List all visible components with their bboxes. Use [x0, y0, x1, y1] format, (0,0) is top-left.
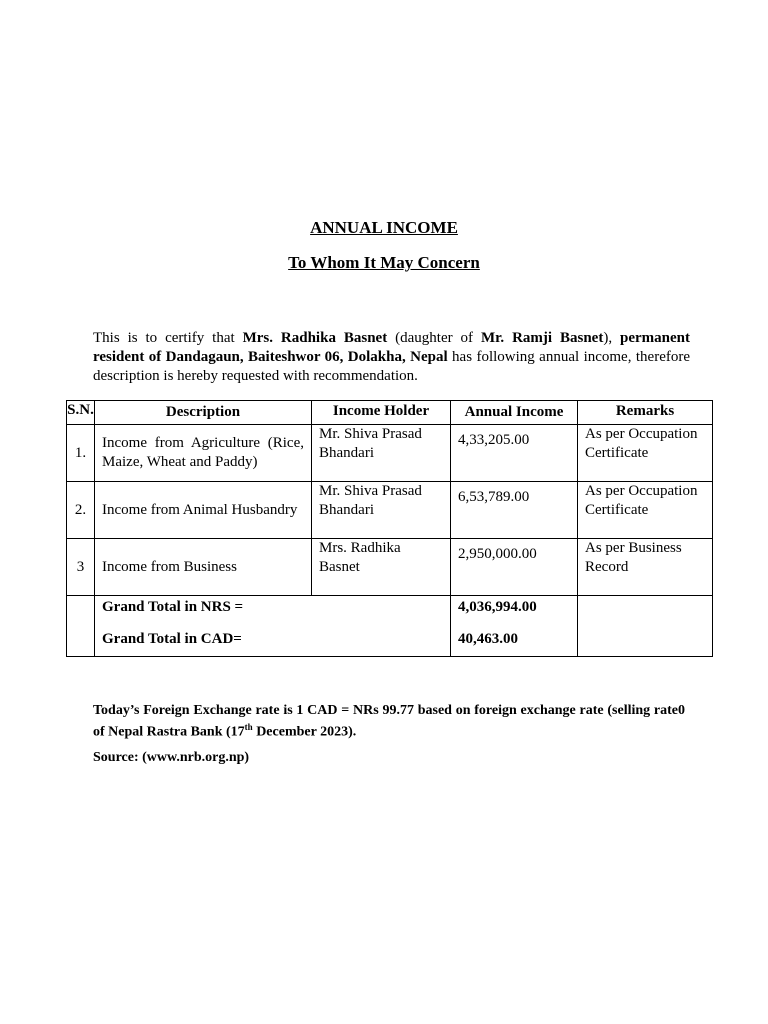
total-remarks-cell [578, 596, 713, 657]
intro-residence: permanent resident of Dandagaun, Baiteshwor 06, Dolakha, Nepal [93, 330, 690, 365]
header-description: Description [95, 401, 312, 425]
row-holder: Mrs. Radhika Basnet [312, 539, 451, 596]
header-income: Annual Income [451, 401, 578, 425]
grand-total-cad-label: Grand Total in CAD= [102, 631, 242, 647]
exchange-rate-note [93, 702, 685, 741]
intro-paragraph [93, 329, 690, 386]
row-description: Income from Agriculture (Rice, Maize, Wheat and Paddy) [95, 425, 312, 482]
exchange-note-text-1: Today’s Foreign Exchange rate is 1 CAD = NRs 99.77 based on foreign exchange rate (selling rate0 of Nepal Rastra Bank (17 [93, 703, 685, 740]
row-income: 2,950,000.00 [451, 539, 578, 596]
table-row [67, 482, 713, 539]
row-remarks: As per Occupation Certificate [578, 425, 713, 482]
grand-total-nrs-value: 4,036,994.00 [458, 599, 537, 615]
row-description: Income from Business [95, 539, 312, 596]
intro-text-2: (daughter of [387, 330, 481, 346]
exchange-note-text-2: December 2023). [252, 724, 357, 740]
header-holder: Income Holder [312, 401, 451, 425]
document-subtitle: To Whom It May Concern [288, 253, 480, 272]
row-holder: Mr. Shiva Prasad Bhandari [312, 425, 451, 482]
row-description: Income from Animal Husbandry [95, 482, 312, 539]
total-sn-cell [67, 596, 95, 657]
intro-text-1: This is to certify that [93, 330, 243, 346]
row-sn: 3 [67, 539, 95, 596]
row-remarks: As per Occupation Certificate [578, 482, 713, 539]
header-remarks: Remarks [578, 401, 713, 425]
header-sn: S.N. [67, 401, 95, 425]
intro-text-4: has following annual income, therefore description is hereby requested with recommendation. [93, 349, 690, 384]
source-line: Source: (www.nrb.org.np) [93, 750, 250, 765]
row-sn: 2. [67, 482, 95, 539]
grand-total-labels [95, 596, 451, 657]
grand-total-nrs-label: Grand Total in NRS = [102, 599, 244, 615]
row-income: 6,53,789.00 [451, 482, 578, 539]
row-sn: 1. [67, 425, 95, 482]
row-income: 4,33,205.00 [451, 425, 578, 482]
table-header-row [67, 401, 713, 425]
table-row [67, 539, 713, 596]
table-row [67, 425, 713, 482]
grand-total-cad-value: 40,463.00 [458, 631, 518, 647]
exchange-note-sup: th [244, 722, 253, 732]
grand-total-row [67, 596, 713, 657]
income-table [66, 400, 713, 657]
grand-total-values [451, 596, 578, 657]
row-holder: Mr. Shiva Prasad Bhandari [312, 482, 451, 539]
intro-father: Mr. Ramji Basnet [480, 330, 604, 346]
row-remarks: As per Business Record [578, 539, 713, 596]
document-title: ANNUAL INCOME [310, 218, 458, 237]
intro-text-3: ), [603, 330, 620, 346]
intro-name: Mrs. Radhika Basnet [242, 330, 388, 346]
